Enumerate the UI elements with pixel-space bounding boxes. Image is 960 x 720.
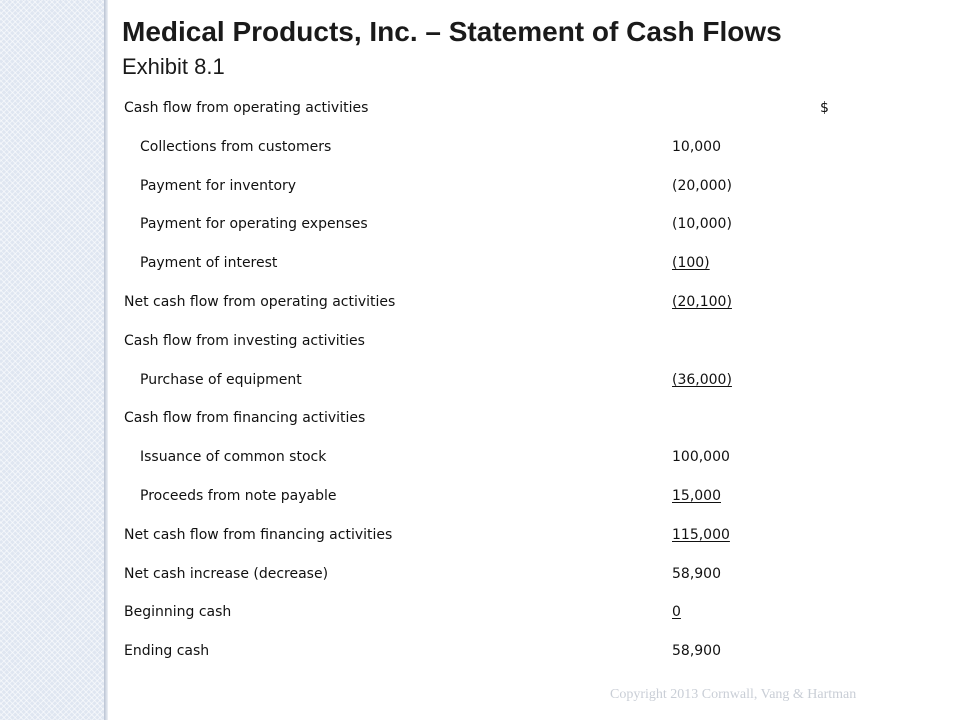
statement-row [124,137,824,176]
statement-row-label: Cash flow from operating activities [124,100,369,116]
statement-row [124,292,824,331]
statement-row-amount: (100) [672,255,710,272]
statement-row [124,214,824,253]
statement-row-label: Payment for operating expenses [140,216,368,233]
statement-row [124,525,824,564]
statement-row [124,253,824,292]
statement-row [124,486,824,525]
statement-row-amount: (20,100) [672,293,732,310]
statement-row [124,564,824,603]
slide-title: Medical Products, Inc. – Statement of Cash Flows [122,16,782,47]
statement-row [124,98,824,137]
statement-row-amount: 0 [672,604,681,621]
statement-row-amount: 15,000 [672,487,721,504]
statement-row-label: Beginning cash [124,604,232,621]
statement-row [124,408,824,447]
statement-row-label: Net cash flow from operating activities [124,293,396,310]
decorative-side-band [0,0,104,720]
statement-row-amount: (36,000) [672,371,732,388]
statement-row-amount: 100,000 [672,449,730,466]
statement-row-label: Payment of interest [140,255,278,272]
statement-row-amount: 10,000 [672,138,721,155]
statement-row [124,447,824,486]
currency-symbol: $ [820,100,829,116]
statement-row-label: Proceeds from note payable [140,487,337,504]
side-band-edge [104,0,108,720]
statement-row-label: Payment for inventory [140,177,297,194]
copyright-notice: Copyright 2013 Cornwall, Vang & Hartman [610,687,857,702]
statement-row-label: Cash flow from investing activities [124,332,365,349]
statement-row [124,370,824,409]
statement-row-amount: 58,900 [672,643,721,660]
statement-row-label: Issuance of common stock [140,449,327,466]
statement-row [124,641,824,680]
statement-row-label: Net cash flow from financing activities [124,526,393,543]
statement-row-amount: (20,000) [672,177,732,194]
statement-row-label: Net cash increase (decrease) [124,565,329,582]
statement-row-amount: 58,900 [672,565,721,582]
slide-subtitle: Exhibit 8.1 [122,54,225,79]
statement-row-label: Cash flow from financing activities [124,410,366,427]
cash-flow-statement [124,98,824,680]
statement-row-amount: 115,000 [672,526,730,543]
statement-row [124,602,824,641]
statement-row-label: Ending cash [124,643,210,660]
statement-row-label: Collections from customers [140,138,332,155]
statement-row-amount: (10,000) [672,216,732,233]
statement-row-label: Purchase of equipment [140,371,302,388]
statement-row [124,176,824,215]
statement-row [124,331,824,370]
